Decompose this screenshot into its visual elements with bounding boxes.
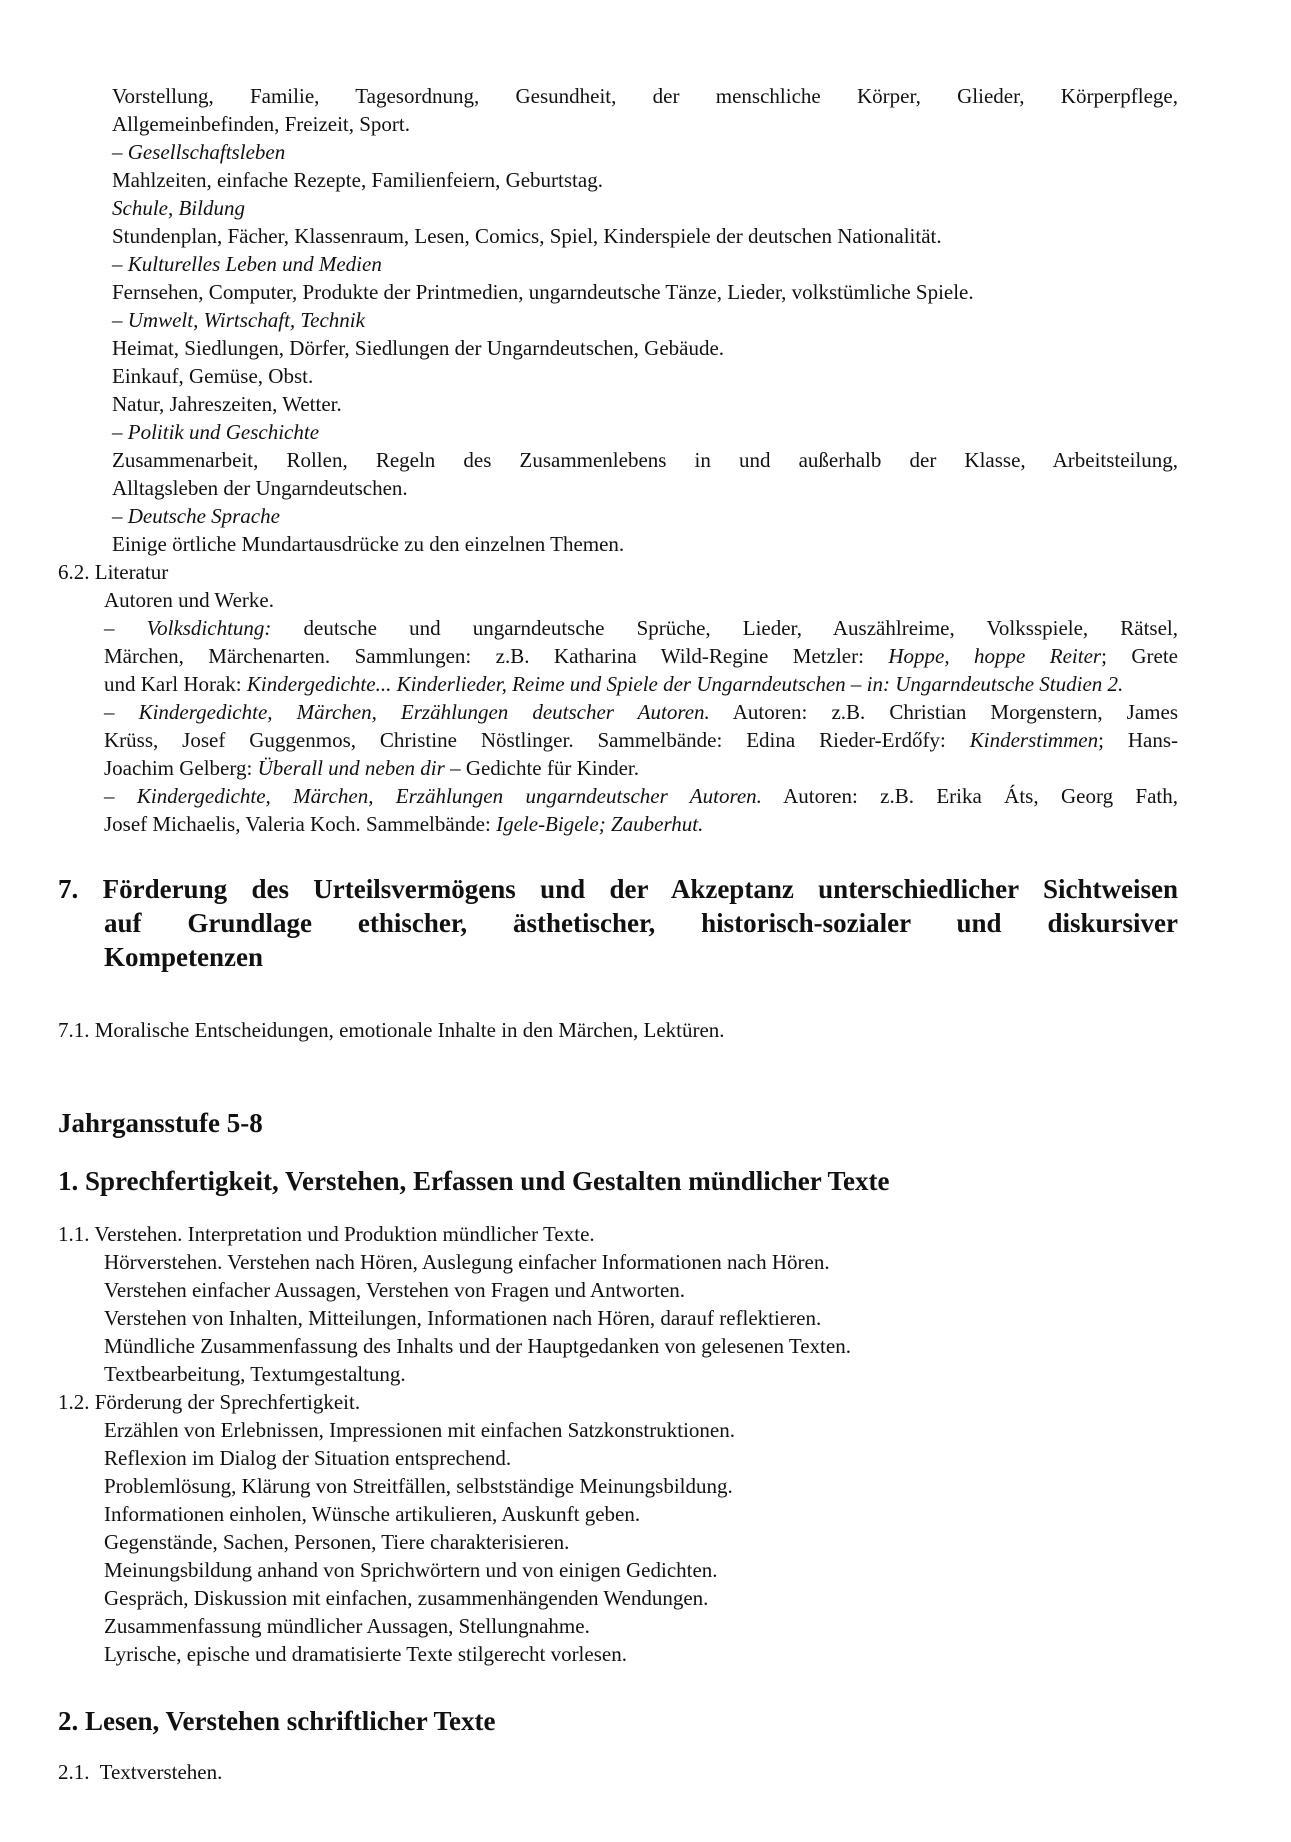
umwelt-text-2: Einkauf, Gemüse, Obst. bbox=[112, 364, 314, 388]
ueberall-title: Überall und neben dir bbox=[257, 756, 445, 780]
deutsche-autoren-text-3: ; Hans- bbox=[1098, 728, 1178, 752]
section-7-heading-line-2: auf Grundlage ethischer, ästhetischer, historisch-sozialer und diskursiver bbox=[104, 908, 1178, 938]
kultur-text: Fernsehen, Computer, Produkte der Printmedien, ungarndeutsche Tänze, Lieder, volkstümliche Spiele. bbox=[112, 280, 974, 304]
list-item: Mündliche Zusammenfassung des Inhalts und der Hauptgedanken von gelesenen Texten. bbox=[104, 1334, 851, 1358]
ungarndeutsche-autoren-text: Autoren: z.B. Erika Áts, Georg Fath, bbox=[783, 784, 1179, 808]
deutsche-autoren-text-2: Krüss, Josef Guggenmos, Christine Nöstlinger. Sammelbände: Edina Rieder-Erdőfy: bbox=[104, 728, 946, 752]
autoren-werke: Autoren und Werke. bbox=[104, 588, 274, 612]
sprache-heading: – Deutsche Sprache bbox=[112, 504, 280, 528]
volksdichtung-line-3 bbox=[104, 670, 1123, 698]
kultur-heading: – Kulturelles Leben und Medien bbox=[112, 252, 382, 276]
sammlungen-text-2: ; Grete bbox=[1101, 644, 1178, 668]
list-item: Zusammenfassung mündlicher Aussagen, Stellungnahme. bbox=[104, 1614, 590, 1638]
jahrgang-title: Jahrgansstufe 5-8 bbox=[58, 1108, 263, 1138]
sammlungen-text: Märchen, Märchenarten. Sammlungen: z.B. Katharina Wild-Regine Metzler: bbox=[104, 644, 864, 668]
igele-bigele-title: Igele-Bigele; Zauberhut. bbox=[496, 812, 704, 836]
volksdichtung-text: deutsche und ungarndeutsche Sprüche, Lieder, Auszählreime, Volksspiele, Rätsel, bbox=[303, 616, 1179, 640]
kinderstimmen-title: Kinderstimmen bbox=[969, 728, 1099, 752]
list-item: Erzählen von Erlebnissen, Impressionen mit einfachen Satzkonstruktionen. bbox=[104, 1418, 735, 1442]
list-item: Verstehen von Inhalten, Mitteilungen, Informationen nach Hören, darauf reflektieren. bbox=[104, 1306, 822, 1330]
deutsche-autoren-text: Autoren: z.B. Christian Morgenstern, James bbox=[732, 700, 1178, 724]
volksdichtung-line-2 bbox=[104, 642, 1178, 670]
item-1-2: 1.2. Förderung der Sprechfertigkeit. bbox=[58, 1390, 361, 1414]
politik-text-2: Alltagsleben der Ungarndeutschen. bbox=[112, 476, 408, 500]
ungarndeutsche-autoren-line-1 bbox=[104, 782, 1178, 810]
ungarndeutsche-autoren-line-2 bbox=[104, 810, 703, 838]
list-item: Lyrische, epische und dramatisierte Texte stilgerecht vorlesen. bbox=[104, 1642, 627, 1666]
horak-werk-title: Kindergedichte... Kinderlieder, Reime und Spiele der Ungarndeutschen – in: Ungarndeutsche Studien 2. bbox=[246, 672, 1124, 696]
politik-heading: – Politik und Geschichte bbox=[112, 420, 320, 444]
ungarndeutsche-autoren-label: – Kindergedichte, Märchen, Erzählungen ungarndeutscher Autoren. bbox=[104, 784, 762, 808]
umwelt-text-1: Heimat, Siedlungen, Dörfer, Siedlungen der Ungarndeutschen, Gebäude. bbox=[112, 336, 725, 360]
themen-line-2: Allgemeinbefinden, Freizeit, Sport. bbox=[112, 112, 411, 136]
politik-text-1: Zusammenarbeit, Rollen, Regeln des Zusammenlebens in und außerhalb der Klasse, Arbeitsteilung, bbox=[112, 448, 1178, 472]
section-7-heading-line-1: 7. Förderung des Urteilsvermögens und der Akzeptanz unterschiedlicher Sichtweisen bbox=[58, 874, 1178, 904]
themen-line-1: Vorstellung, Familie, Tagesordnung, Gesundheit, der menschliche Körper, Glieder, Körperpflege, bbox=[112, 84, 1178, 108]
list-item: Reflexion im Dialog der Situation entsprechend. bbox=[104, 1446, 512, 1470]
gelberg-text: Joachim Gelberg: bbox=[104, 756, 253, 780]
list-item: Gegenstände, Sachen, Personen, Tiere charakterisieren. bbox=[104, 1530, 570, 1554]
gedichte-text: – Gedichte für Kinder. bbox=[450, 756, 640, 780]
list-item: Meinungsbildung anhand von Sprichwörtern und von einigen Gedichten. bbox=[104, 1558, 718, 1582]
gesellschaft-heading: – Gesellschaftsleben bbox=[112, 140, 286, 164]
list-item: Gespräch, Diskussion mit einfachen, zusammenhängenden Wendungen. bbox=[104, 1586, 709, 1610]
section-1-heading: 1. Sprechfertigkeit, Verstehen, Erfassen und Gestalten mündlicher Texte bbox=[58, 1166, 890, 1196]
ungarndeutsche-autoren-text-2: Josef Michaelis, Valeria Koch. Sammelbände: bbox=[104, 812, 491, 836]
deutsche-autoren-label: – Kindergedichte, Märchen, Erzählungen deutscher Autoren. bbox=[104, 700, 710, 724]
schule-text: Stundenplan, Fächer, Klassenraum, Lesen, Comics, Spiel, Kinderspiele der deutschen Nationalität. bbox=[112, 224, 942, 248]
deutsche-autoren-line-3 bbox=[104, 754, 639, 782]
section-2-heading: 2. Lesen, Verstehen schriftlicher Texte bbox=[58, 1706, 496, 1736]
werk-title: Hoppe, hoppe Reiter bbox=[888, 644, 1102, 668]
item-1-1: 1.1. Verstehen. Interpretation und Produktion mündlicher Texte. bbox=[58, 1222, 595, 1246]
deutsche-autoren-line-1 bbox=[104, 698, 1178, 726]
list-item: Textbearbeitung, Textumgestaltung. bbox=[104, 1362, 406, 1386]
list-item: Informationen einholen, Wünsche artikulieren, Auskunft geben. bbox=[104, 1502, 641, 1526]
list-item: Hörverstehen. Verstehen nach Hören, Auslegung einfacher Informationen nach Hören. bbox=[104, 1250, 830, 1274]
volksdichtung-label: Volksdichtung: bbox=[146, 616, 272, 640]
umwelt-text-3: Natur, Jahreszeiten, Wetter. bbox=[112, 392, 342, 416]
schule-heading: Schule, Bildung bbox=[112, 196, 245, 220]
literatur-heading: 6.2. Literatur bbox=[58, 560, 169, 584]
gesellschaft-text: Mahlzeiten, einfache Rezepte, Familienfeiern, Geburtstag. bbox=[112, 168, 603, 192]
list-item: Verstehen einfacher Aussagen, Verstehen von Fragen und Antworten. bbox=[104, 1278, 686, 1302]
section-7-heading-line-3: Kompetenzen bbox=[104, 942, 263, 972]
sprache-text: Einige örtliche Mundartausdrücke zu den einzelnen Themen. bbox=[112, 532, 625, 556]
deutsche-autoren-line-2 bbox=[104, 726, 1178, 754]
umwelt-heading: – Umwelt, Wirtschaft, Technik bbox=[112, 308, 365, 332]
item-2-1: 2.1. Textverstehen. bbox=[58, 1760, 223, 1784]
horak-text: und Karl Horak: bbox=[104, 672, 242, 696]
list-item: Problemlösung, Klärung von Streitfällen, selbstständige Meinungsbildung. bbox=[104, 1474, 733, 1498]
volksdichtung-line-1 bbox=[104, 614, 1178, 642]
item-7-1: 7.1. Moralische Entscheidungen, emotionale Inhalte in den Märchen, Lektüren. bbox=[58, 1018, 725, 1042]
dash: – bbox=[104, 616, 115, 640]
